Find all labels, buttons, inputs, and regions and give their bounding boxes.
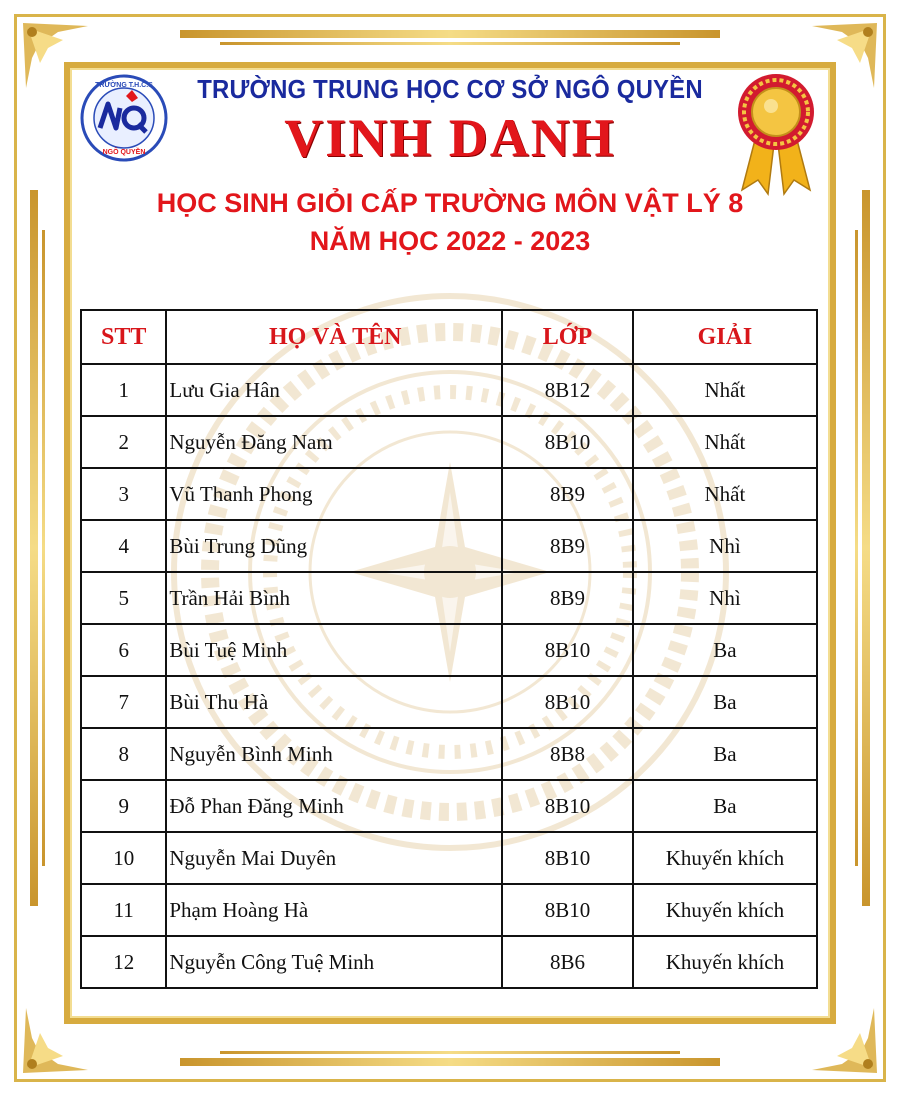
- cell-stt: 1: [81, 364, 166, 416]
- cell-name: Phạm Hoàng Hà: [166, 884, 502, 936]
- left-gold-bar-thin: [42, 230, 45, 866]
- table-row: [81, 624, 817, 676]
- cell-prize: Nhất: [633, 416, 817, 468]
- cell-class: 8B9: [502, 520, 633, 572]
- cell-name: Nguyễn Mai Duyên: [166, 832, 502, 884]
- cell-prize: Ba: [633, 624, 817, 676]
- right-gold-bar-thin: [855, 230, 858, 866]
- table-row: [81, 728, 817, 780]
- cell-class: 8B9: [502, 572, 633, 624]
- cell-name: Trần Hải Bình: [166, 572, 502, 624]
- cell-class: 8B12: [502, 364, 633, 416]
- left-gold-bar: [30, 190, 38, 906]
- page-title: VINH DANH: [284, 108, 616, 168]
- table-row: [81, 936, 817, 988]
- logo-arc-text: TRƯỜNG T.H.C.S: [95, 82, 153, 89]
- cell-name: Bùi Thu Hà: [166, 676, 502, 728]
- top-gold-bar-thin: [220, 42, 680, 45]
- cell-name: Vũ Thanh Phong: [166, 468, 502, 520]
- cell-prize: Nhất: [633, 364, 817, 416]
- cell-name: Đỗ Phan Đăng Minh: [166, 780, 502, 832]
- honor-roll-table: [80, 309, 818, 989]
- school-name: TRƯỜNG TRUNG HỌC CƠ SỞ NGÔ QUYỀN: [197, 74, 703, 104]
- cell-stt: 12: [81, 936, 166, 988]
- top-gold-bar: [180, 30, 720, 38]
- award-subtitle: HỌC SINH GIỎI CẤP TRƯỜNG MÔN VẬT LÝ 8: [156, 188, 744, 218]
- header-class: LỚP: [502, 310, 633, 364]
- cell-class: 8B10: [502, 676, 633, 728]
- cell-class: 8B10: [502, 832, 633, 884]
- cell-class: 8B10: [502, 780, 633, 832]
- cell-stt: 2: [81, 416, 166, 468]
- cell-name: Nguyễn Bình Minh: [166, 728, 502, 780]
- right-gold-bar: [862, 190, 870, 906]
- table-row: [81, 364, 817, 416]
- cell-stt: 11: [81, 884, 166, 936]
- cell-name: Lưu Gia Hân: [166, 364, 502, 416]
- cell-stt: 9: [81, 780, 166, 832]
- cell-prize: Khuyến khích: [633, 936, 817, 988]
- cell-stt: 3: [81, 468, 166, 520]
- table-row: [81, 832, 817, 884]
- corner-ornament-icon: [18, 988, 108, 1078]
- cell-name: Bùi Tuệ Minh: [166, 624, 502, 676]
- cell-prize: Ba: [633, 780, 817, 832]
- cell-class: 8B10: [502, 624, 633, 676]
- table-row: [81, 520, 817, 572]
- cell-prize: Nhất: [633, 468, 817, 520]
- cell-prize: Nhì: [633, 520, 817, 572]
- bottom-gold-bar: [180, 1058, 720, 1066]
- table-row: [81, 676, 817, 728]
- table-row: [81, 416, 817, 468]
- cell-prize: Nhì: [633, 572, 817, 624]
- school-year: NĂM HỌC 2022 - 2023: [309, 226, 591, 256]
- cell-class: 8B10: [502, 884, 633, 936]
- cell-name: Nguyễn Công Tuệ Minh: [166, 936, 502, 988]
- header-stt: STT: [81, 310, 166, 364]
- cell-prize: Ba: [633, 728, 817, 780]
- cell-prize: Ba: [633, 676, 817, 728]
- cell-stt: 6: [81, 624, 166, 676]
- header-prize: GIẢI: [633, 310, 817, 364]
- cell-prize: Khuyến khích: [633, 832, 817, 884]
- table-row: [81, 572, 817, 624]
- table-row: [81, 468, 817, 520]
- cell-name: Bùi Trung Dũng: [166, 520, 502, 572]
- table-row: [81, 884, 817, 936]
- table-row: [81, 780, 817, 832]
- cell-class: 8B9: [502, 468, 633, 520]
- header-name: HỌ VÀ TÊN: [166, 310, 502, 364]
- cell-stt: 4: [81, 520, 166, 572]
- cell-stt: 8: [81, 728, 166, 780]
- cell-stt: 10: [81, 832, 166, 884]
- cell-stt: 5: [81, 572, 166, 624]
- cell-stt: 7: [81, 676, 166, 728]
- cell-prize: Khuyến khích: [633, 884, 817, 936]
- cell-class: 8B8: [502, 728, 633, 780]
- cell-class: 8B10: [502, 416, 633, 468]
- bottom-gold-bar-thin: [220, 1051, 680, 1054]
- corner-ornament-icon: [792, 988, 882, 1078]
- table-header-row: [81, 310, 817, 364]
- cell-name: Nguyễn Đăng Nam: [166, 416, 502, 468]
- cell-class: 8B6: [502, 936, 633, 988]
- logo-bottom-text: NGÔ QUYỀN: [102, 149, 146, 156]
